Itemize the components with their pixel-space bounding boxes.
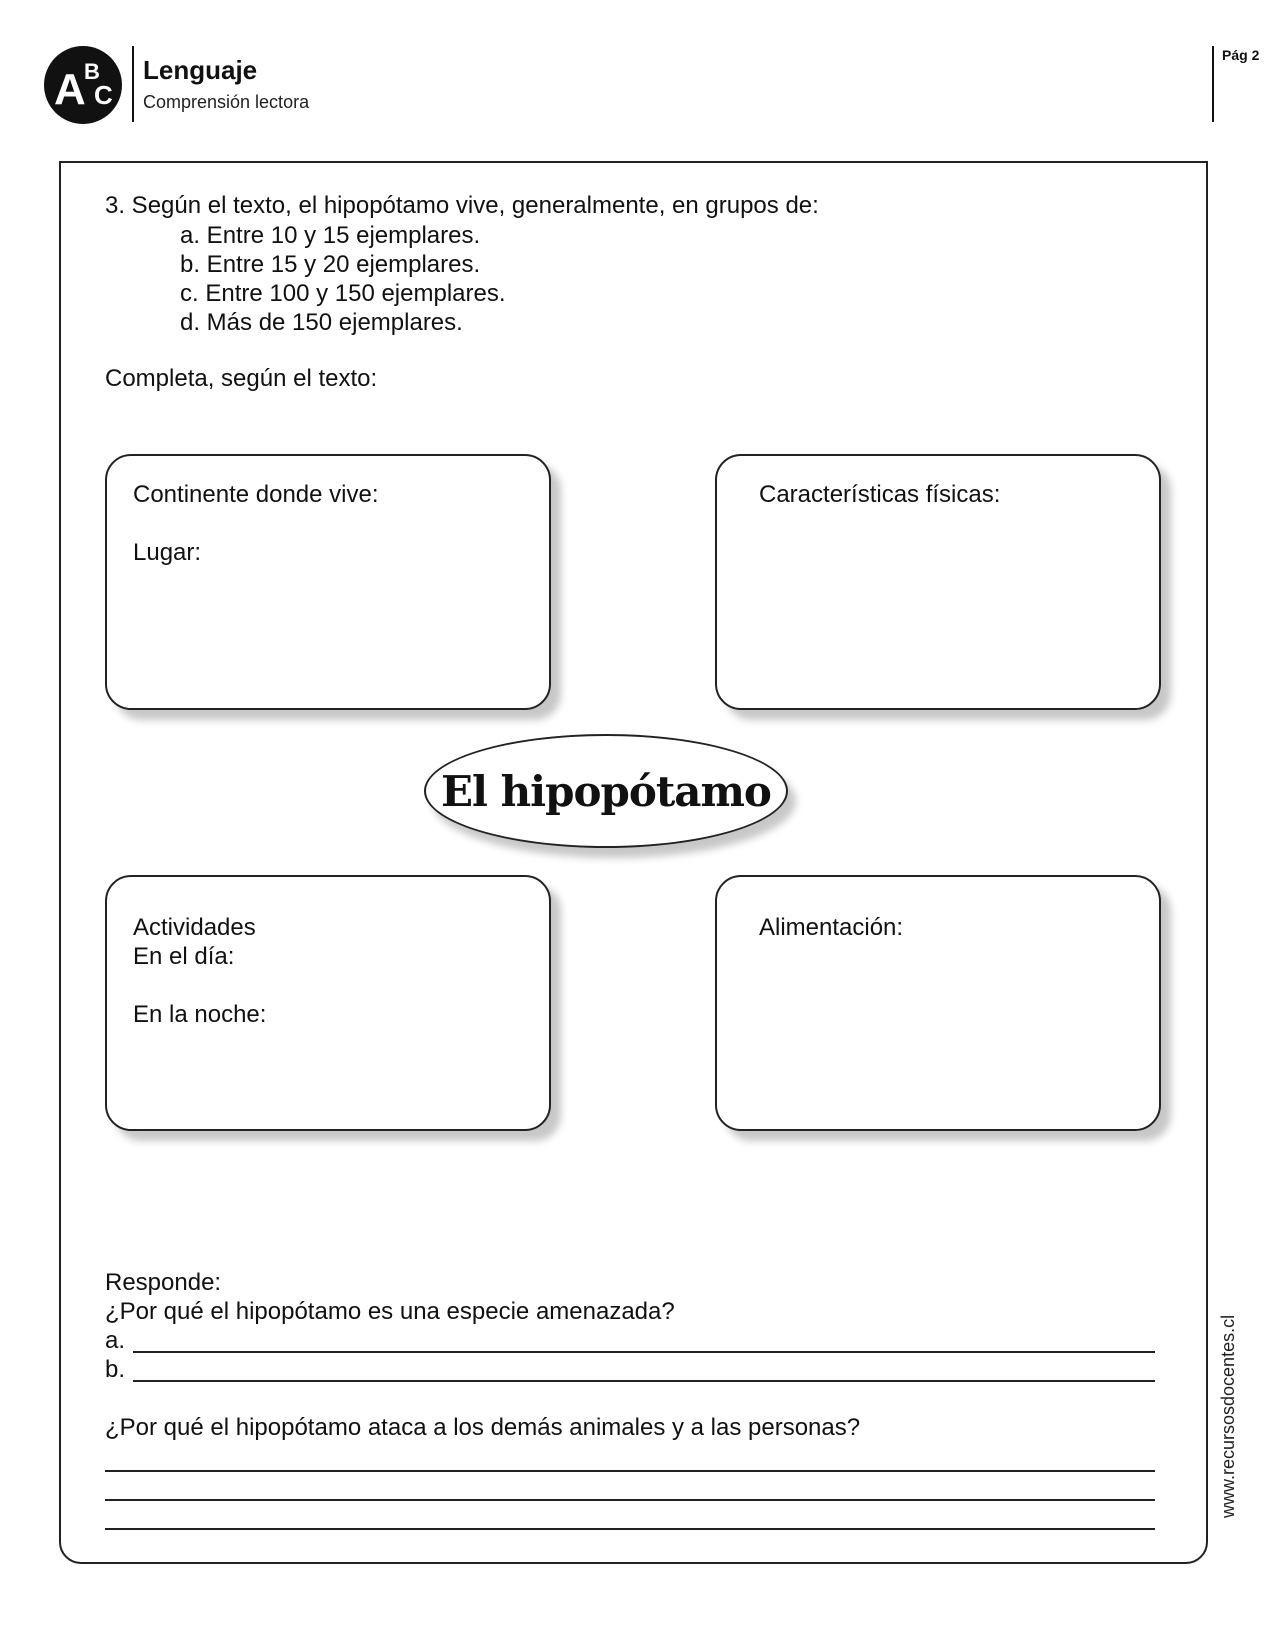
question-3-stem: 3. Según el texto, el hipopótamo vive, generalmente, en grupos de: xyxy=(105,192,819,219)
answer-b-label: b. xyxy=(105,1356,126,1383)
center-topic-title: El hipopótamo xyxy=(441,766,771,816)
website-watermark: www.recursosdocentes.cl xyxy=(1218,1314,1238,1518)
answer-line-1[interactable] xyxy=(105,1445,1155,1474)
responde-heading: Responde: xyxy=(105,1269,222,1296)
continent-label: Continente donde vive: xyxy=(133,481,379,508)
answer-a-label: a. xyxy=(105,1327,126,1354)
answer-rule xyxy=(105,1528,1155,1530)
physical-traits-box[interactable] xyxy=(715,454,1161,710)
page-number: Pág 2 xyxy=(1222,47,1260,63)
option-b[interactable]: b. Entre 15 y 20 ejemplares. xyxy=(180,251,481,278)
activities-title: Actividades xyxy=(133,914,256,941)
logo-letter-b: B xyxy=(84,59,100,84)
question-attacks: ¿Por qué el hipopótamo ataca a los demás animales y a las personas? xyxy=(105,1414,861,1441)
option-c[interactable]: c. Entre 100 y 150 ejemplares. xyxy=(180,280,506,307)
organizer-instruction: Completa, según el texto: xyxy=(105,365,378,392)
day-label: En el día: xyxy=(133,943,235,970)
center-topic-ellipse xyxy=(424,734,788,848)
option-a[interactable]: a. Entre 10 y 15 ejemplares. xyxy=(180,222,481,249)
feeding-label: Alimentación: xyxy=(759,914,904,941)
answer-a-rule xyxy=(133,1351,1155,1353)
feeding-box[interactable] xyxy=(715,875,1161,1131)
question-3-options xyxy=(180,221,506,337)
answer-line-a[interactable] xyxy=(105,1326,1155,1355)
logo-letter-c: C xyxy=(94,80,113,110)
place-label: Lugar: xyxy=(133,539,202,566)
subject-title: Lenguaje xyxy=(143,55,258,85)
answer-rule xyxy=(105,1470,1155,1472)
answer-line-3[interactable] xyxy=(105,1503,1155,1532)
answer-line-b[interactable] xyxy=(105,1355,1155,1384)
physical-traits-label: Características físicas: xyxy=(759,481,1001,508)
header-divider xyxy=(132,46,134,122)
logo-letter-a: A xyxy=(54,65,86,114)
answer-b-rule xyxy=(133,1380,1155,1382)
night-label: En la noche: xyxy=(133,1001,267,1028)
page-divider xyxy=(1212,46,1214,122)
activities-box[interactable] xyxy=(105,875,551,1131)
abc-logo xyxy=(44,46,122,124)
question-threatened: ¿Por qué el hipopótamo es una especie amenazada? xyxy=(105,1298,675,1325)
answer-line-2[interactable] xyxy=(105,1474,1155,1503)
topic-subtitle: Comprensión lectora xyxy=(143,92,310,112)
answer-rule xyxy=(105,1499,1155,1501)
habitat-box[interactable] xyxy=(105,454,551,710)
option-d[interactable]: d. Más de 150 ejemplares. xyxy=(180,309,463,336)
